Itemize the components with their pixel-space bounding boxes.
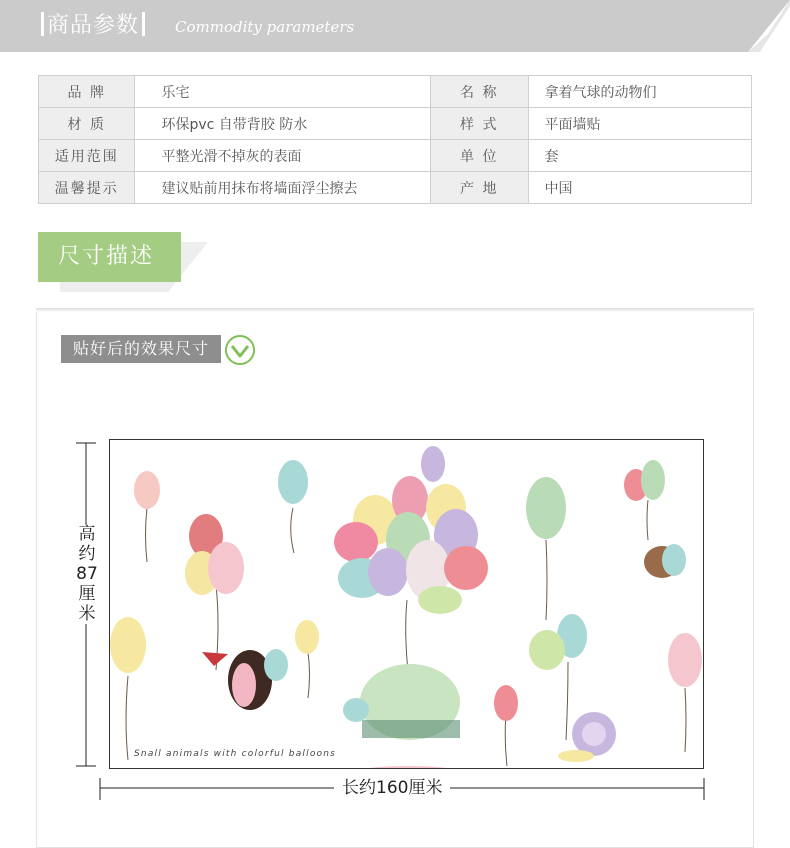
param-key: 材 质	[39, 108, 135, 140]
param-value: 平面墙贴	[528, 108, 751, 140]
param-key: 温馨提示	[39, 172, 135, 204]
header-title	[38, 10, 148, 42]
param-key: 名 称	[431, 76, 529, 108]
width-label: 长约160厘米	[334, 776, 450, 800]
height-label-char: 米	[78, 604, 96, 624]
panel-top-shadow	[36, 308, 754, 312]
height-label-char: 厘	[78, 584, 96, 604]
height-label-char: 约	[78, 544, 96, 564]
title-bar-right	[142, 12, 145, 36]
params-table	[38, 75, 752, 204]
param-value: 乐宅	[135, 76, 431, 108]
product-caption: Snall animals with colorful balloons	[134, 749, 337, 759]
size-section-title: 尺寸描述	[38, 232, 181, 282]
param-value: 平整光滑不掉灰的表面	[135, 140, 431, 172]
params-header-banner	[0, 0, 790, 52]
height-label-value: 87	[76, 564, 98, 584]
height-label-char: 高	[78, 524, 96, 544]
product-image	[109, 439, 704, 769]
title-bar-left	[41, 12, 44, 36]
param-key: 产 地	[431, 172, 529, 204]
chevron-down-circle-icon	[224, 334, 256, 366]
param-value: 拿着气球的动物们	[528, 76, 751, 108]
params-row	[39, 76, 752, 108]
param-value: 中国	[528, 172, 751, 204]
params-row	[39, 172, 752, 204]
param-key: 单 位	[431, 140, 529, 172]
balloon-animals-illustration	[110, 440, 704, 769]
header-subtitle: Commodity parameters	[175, 18, 355, 36]
height-label	[76, 524, 98, 624]
param-key: 品 牌	[39, 76, 135, 108]
param-value: 建议贴前用抹布将墙面浮尘擦去	[135, 172, 431, 204]
param-key: 适用范围	[39, 140, 135, 172]
params-row	[39, 108, 752, 140]
params-row	[39, 140, 752, 172]
param-key: 样 式	[431, 108, 529, 140]
header-title-text: 商品参数	[47, 13, 140, 38]
param-value: 套	[528, 140, 751, 172]
effect-size-label: 贴好后的效果尺寸	[61, 335, 221, 363]
param-value: 环保pvc 自带背胶 防水	[135, 108, 431, 140]
